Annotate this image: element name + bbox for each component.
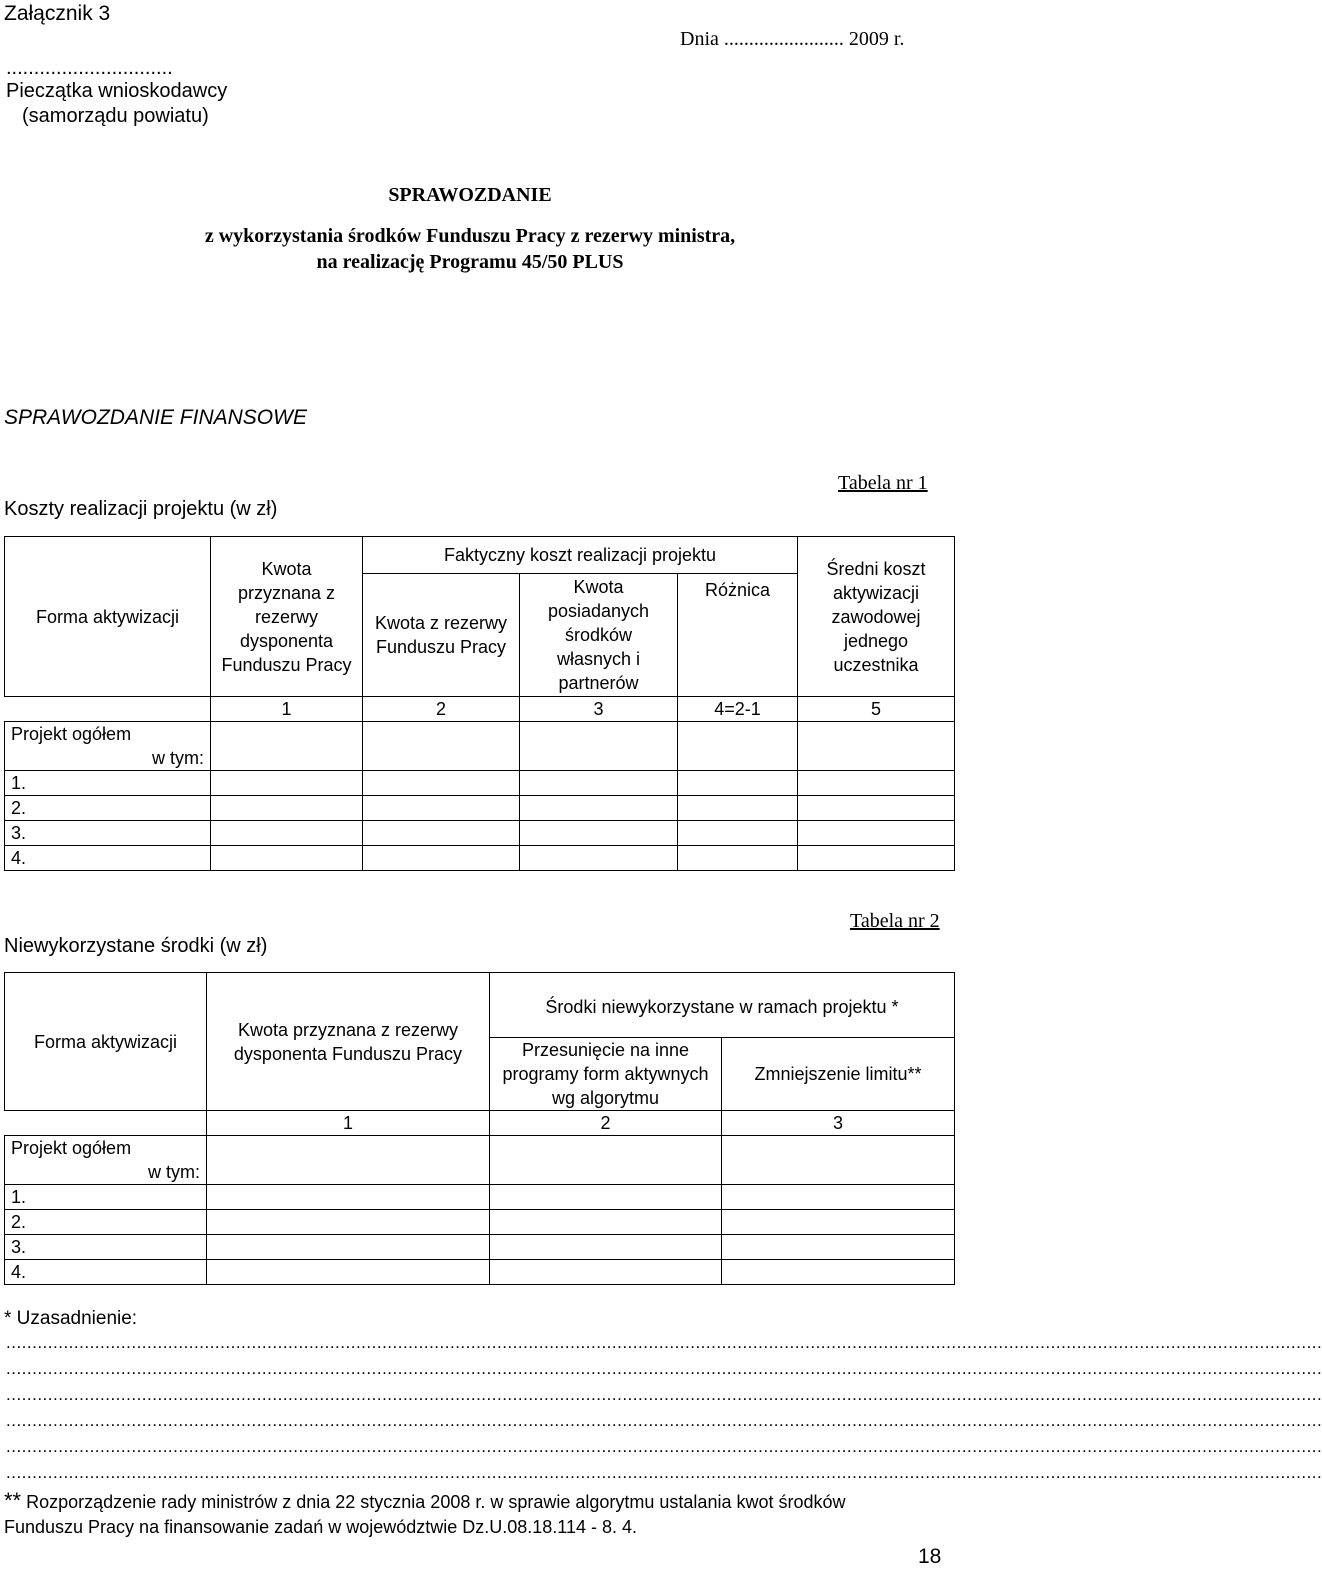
table1-cell — [678, 771, 798, 796]
table2-cell — [207, 1235, 490, 1260]
table2-num-3: 3 — [722, 1111, 955, 1136]
table1-cell — [363, 722, 520, 771]
attachment-label: Załącznik 3 — [4, 2, 111, 25]
table1-cell — [678, 821, 798, 846]
table1-cell — [798, 846, 955, 871]
table1-row-1: 1. — [5, 771, 211, 796]
table1-cell — [211, 821, 363, 846]
table1-cell — [211, 796, 363, 821]
table1-row-2: 2. — [5, 796, 211, 821]
table2-caption: Niewykorzystane środki (w zł) — [4, 935, 268, 957]
document-subtitle: z wykorzystania środków Funduszu Pracy z rezerwy ministra, — [204, 225, 736, 247]
footnote-stars: ** — [4, 1488, 22, 1513]
table1-num-blank — [5, 697, 211, 722]
table1-header-sredni: Średni koszt aktywizacji zawodowej jednego uczestnika — [798, 537, 955, 697]
table1-cell — [678, 846, 798, 871]
table2-cell — [490, 1185, 722, 1210]
table1-cell — [363, 821, 520, 846]
table2-row-projekt-label: Projekt ogółem — [11, 1138, 132, 1158]
table2-header-srodki: Środki niewykorzystane w ramach projektu * — [490, 973, 955, 1038]
table1-header-roznica: Różnica — [678, 574, 798, 697]
table1-header-kwota: Kwota przyznana z rezerwy dysponenta Funduszu Pracy — [211, 537, 363, 697]
justification-line-3[interactable]: ............................................................................................................................................................................................................................................................ — [6, 1385, 1322, 1404]
table2-header-kwota: Kwota przyznana z rezerwy dysponenta Funduszu Pracy — [207, 973, 490, 1111]
table1 — [4, 536, 955, 871]
stamp-dots: .............................. — [6, 57, 173, 79]
table1-caption: Koszty realizacji projektu (w zł) — [4, 498, 278, 520]
table1-num-4: 4=2-1 — [678, 697, 798, 722]
table2-num-blank — [5, 1111, 207, 1136]
justification-line-5[interactable]: ............................................................................................................................................................................................................................................................ — [6, 1437, 1322, 1456]
stamp-label: Pieczątka wnioskodawcy — [6, 80, 228, 102]
table1-cell — [520, 722, 678, 771]
justification-line-4[interactable]: ............................................................................................................................................................................................................................................................ — [6, 1411, 1322, 1430]
table2-num-2: 2 — [490, 1111, 722, 1136]
table2-header-przesuniecie: Przesunięcie na inne programy form aktywnych wg algorytmu — [490, 1038, 722, 1111]
document-title: SPRAWOZDANIE — [388, 184, 552, 206]
table2-cell — [490, 1210, 722, 1235]
footnote-line-2: Funduszu Pracy na finansowanie zadań w województwie Dz.U.08.18.114 - 8. 4. — [4, 1517, 638, 1537]
table1-header-kwota-wlasnych: Kwota posiadanych środków własnych i partnerów — [520, 574, 678, 697]
page-number: 18 — [918, 1545, 942, 1568]
justification-line-6[interactable]: ............................................................................................................................................................................................................................................................ — [6, 1463, 1322, 1482]
table1-row-wtym-label: w tym: — [152, 748, 204, 768]
table2-cell — [207, 1185, 490, 1210]
table2-cell — [207, 1260, 490, 1285]
table1-row-4: 4. — [5, 846, 211, 871]
table1-cell — [798, 722, 955, 771]
table2-row-projekt — [5, 1136, 207, 1185]
table2-cell — [490, 1235, 722, 1260]
table1-label: Tabela nr 1 — [838, 472, 928, 494]
table1-cell — [363, 796, 520, 821]
table2-row-2: 2. — [5, 1210, 207, 1235]
financial-heading: SPRAWOZDANIE FINANSOWE — [4, 406, 307, 429]
table1-cell — [520, 846, 678, 871]
table2-cell — [490, 1260, 722, 1285]
table1-num-5: 5 — [798, 697, 955, 722]
table1-header-kwota-rezerwy: Kwota z rezerwy Funduszu Pracy — [363, 574, 520, 697]
table2-row-4: 4. — [5, 1260, 207, 1285]
table2-cell — [722, 1136, 955, 1185]
justification-label: * Uzasadnienie: — [4, 1308, 138, 1329]
date-line: Dnia ........................ 2009 r. — [680, 28, 905, 50]
table2-cell — [722, 1235, 955, 1260]
table1-cell — [520, 821, 678, 846]
table1-num-2: 2 — [363, 697, 520, 722]
table2-header-forma: Forma aktywizacji — [5, 973, 207, 1111]
table2-cell — [722, 1260, 955, 1285]
table2-row-wtym-label: w tym: — [148, 1162, 200, 1182]
table2-label: Tabela nr 2 — [850, 910, 940, 932]
table2-header-zmniejszenie: Zmniejszenie limitu** — [722, 1038, 955, 1111]
table2-cell — [490, 1136, 722, 1185]
table1-cell — [211, 722, 363, 771]
table2-num-1: 1 — [207, 1111, 490, 1136]
table1-cell — [520, 796, 678, 821]
table2-row-3: 3. — [5, 1235, 207, 1260]
document-subtitle-2: na realizację Programu 45/50 PLUS — [316, 251, 624, 273]
stamp-sublabel: (samorządu powiatu) — [22, 105, 209, 127]
justification-line-2[interactable]: ............................................................................................................................................................................................................................................................ — [6, 1359, 1322, 1378]
table1-row-projekt — [5, 722, 211, 771]
table1-header-forma: Forma aktywizacji — [5, 537, 211, 697]
table1-cell — [678, 722, 798, 771]
table1-cell — [798, 771, 955, 796]
table1-cell — [798, 796, 955, 821]
table1-cell — [678, 796, 798, 821]
justification-line-1[interactable]: ............................................................................................................................................................................................................................................................ — [6, 1333, 1322, 1352]
table2-row-1: 1. — [5, 1185, 207, 1210]
table1-row-3: 3. — [5, 821, 211, 846]
table1-cell — [211, 771, 363, 796]
footnote-line-1 — [4, 1488, 846, 1515]
table1-header-faktyczny: Faktyczny koszt realizacji projektu — [363, 537, 798, 574]
table1-cell — [363, 846, 520, 871]
table2-cell — [722, 1185, 955, 1210]
table1-row-projekt-label: Projekt ogółem — [11, 724, 132, 744]
table2-cell — [207, 1210, 490, 1235]
table1-cell — [798, 821, 955, 846]
table1-cell — [211, 846, 363, 871]
table2-cell — [207, 1136, 490, 1185]
table1-cell — [363, 771, 520, 796]
table1-cell — [520, 771, 678, 796]
table1-num-3: 3 — [520, 697, 678, 722]
footnote-text-1: Rozporządzenie rady ministrów z dnia 22 stycznia 2008 r. w sprawie algorytmu ustalania kwot środków — [21, 1492, 846, 1512]
table1-num-1: 1 — [211, 697, 363, 722]
table2 — [4, 972, 955, 1285]
table2-cell — [722, 1210, 955, 1235]
